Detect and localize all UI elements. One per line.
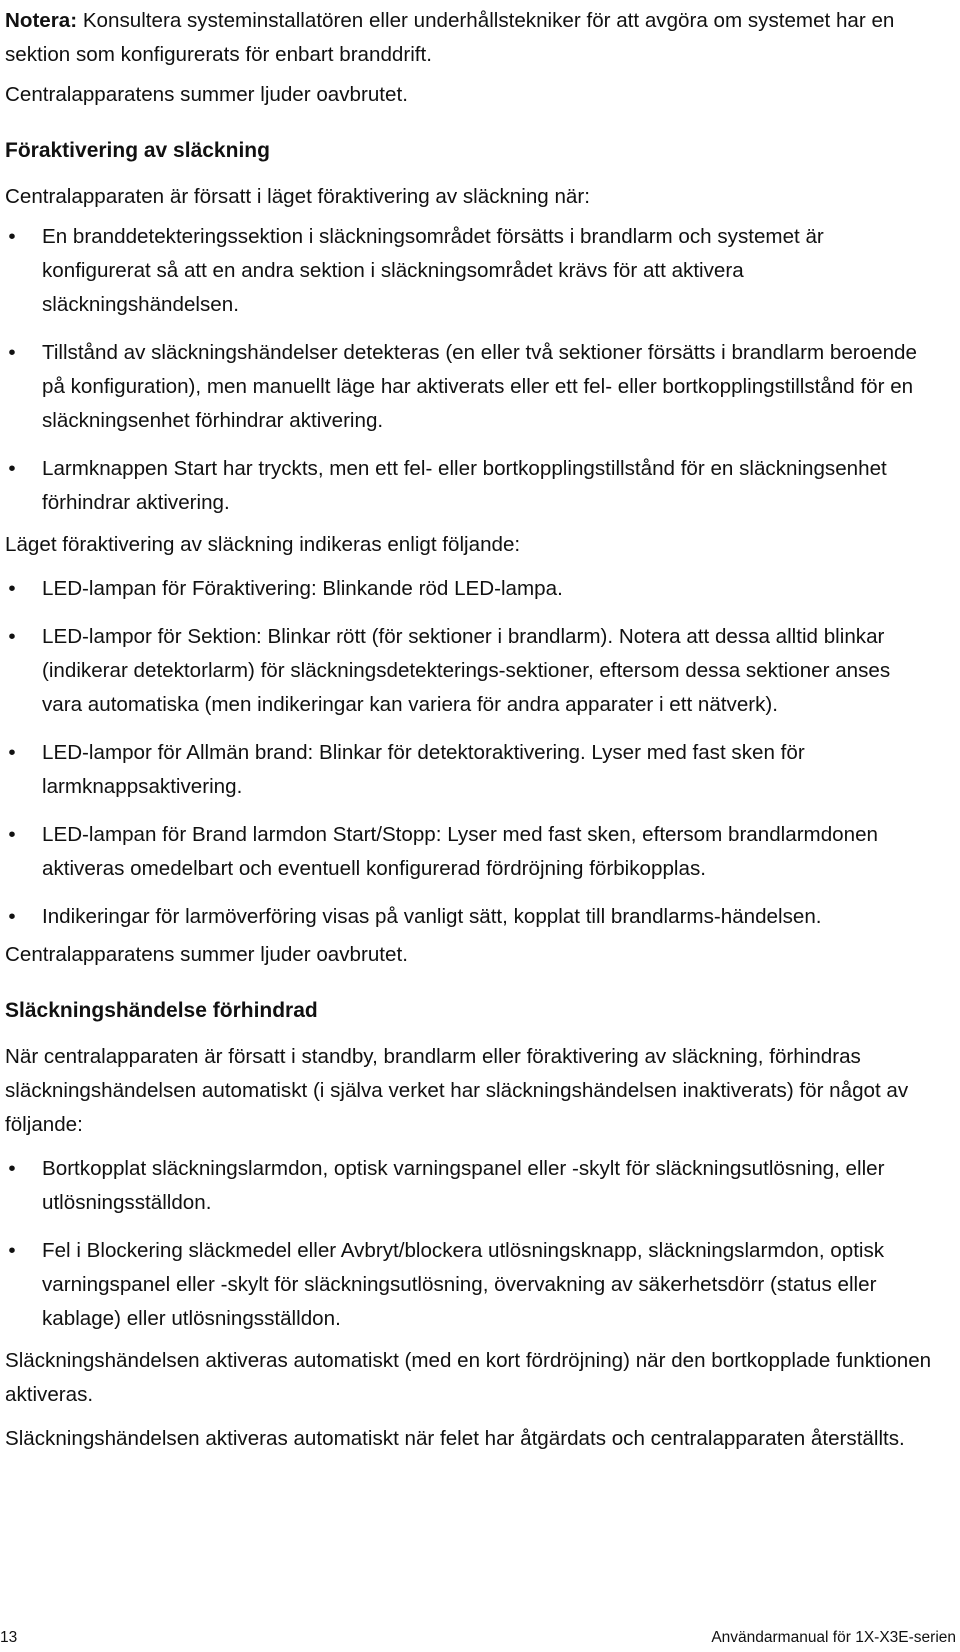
preactivation-intro: Centralapparaten är försatt i läget föraktivering av släckning när: bbox=[5, 185, 590, 208]
note-label: Notera: bbox=[5, 9, 78, 32]
bullet-glyph: • bbox=[8, 577, 16, 600]
list-item-text: LED-lampor för Sektion: Blinkar rött (för sektioner i brandlarm). Notera att dessa alltid blinkar (indikerar detektorlarm) för släckningsdetekterings-sektioner, eftersom dessa sektioner anses vara automatiska (men indikeringar kan variera för andra apparater i ett nätverk). bbox=[42, 625, 891, 716]
document-page bbox=[5, 0, 935, 1462]
list-item-text: En branddetekteringssektion i släckningsområdet försätts i brandlarm och systemet är konfigurerat så att en andra sektion i släckningsområdet krävs för att aktivera släckningshändelsen. bbox=[42, 225, 824, 316]
list-item-text: Tillstånd av släckningshändelser detekteras (en eller två sektioner försätts i brandlarm beroende på konfiguration), men manuellt läge har aktiverats eller ett fel- eller bortkopplingstillstånd för en släckningsenhet förhindrar aktivering. bbox=[42, 341, 917, 432]
bullet-glyph: • bbox=[8, 741, 16, 764]
preactivation-conditions-list bbox=[5, 220, 935, 520]
list-item bbox=[5, 818, 935, 886]
list-item bbox=[5, 1234, 935, 1336]
list-item-text: Fel i Blockering släckmedel eller Avbryt/blockera utlösningsknapp, släckningslarmdon, optisk varningspanel eller -skylt för släckningsutlösning, övervakning av säkerhetsdörr (status eller kablage) eller utlösningsställdon. bbox=[42, 1239, 885, 1330]
bullet-glyph: • bbox=[8, 1157, 16, 1180]
list-item bbox=[5, 900, 935, 934]
bullet-glyph: • bbox=[8, 225, 16, 248]
list-item bbox=[5, 620, 935, 722]
bullet-glyph: • bbox=[8, 905, 16, 928]
list-item-text: Indikeringar för larmöverföring visas på vanligt sätt, kopplat till brandlarms-händelsen. bbox=[42, 905, 822, 928]
prevented-intro: När centralapparaten är försatt i standby, brandlarm eller föraktivering av släckning, förhindras släckningshändelsen automatiskt (i själva verket har släckningshändelsen inaktiverats) för något av följande: bbox=[5, 1045, 909, 1136]
list-item bbox=[5, 336, 935, 438]
manual-title: Användarmanual för 1X-X3E-serien bbox=[711, 1629, 956, 1646]
section-heading-preactivation: Föraktivering av släckning bbox=[5, 139, 270, 162]
list-item bbox=[5, 220, 935, 322]
page-number: 13 bbox=[0, 1629, 18, 1646]
bullet-glyph: • bbox=[8, 823, 16, 846]
buzzer-paragraph-1: Centralapparatens summer ljuder oavbrutet. bbox=[5, 83, 408, 106]
list-item bbox=[5, 452, 935, 520]
list-item-text: LED-lampan för Brand larmdon Start/Stopp: Lyser med fast sken, eftersom brandlarmdonen aktiveras omedelbart och eventuell konfigurerad fördröjning förbikopplas. bbox=[42, 823, 878, 880]
indication-intro: Läget föraktivering av släckning indikeras enligt följande: bbox=[5, 533, 521, 556]
bullet-glyph: • bbox=[8, 1239, 16, 1262]
indication-list bbox=[5, 572, 935, 934]
bullet-glyph: • bbox=[8, 457, 16, 480]
note-text: Konsultera systeminstallatören eller underhållstekniker för att avgöra om systemet har en sektion som konfigurerats för enbart branddrift. bbox=[5, 9, 895, 66]
reactivation-paragraph-1: Släckningshändelsen aktiveras automatiskt (med en kort fördröjning) när den bortkopplade funktionen aktiveras. bbox=[5, 1349, 932, 1406]
list-item bbox=[5, 572, 935, 606]
bullet-glyph: • bbox=[8, 341, 16, 364]
reactivation-paragraph-2: Släckningshändelsen aktiveras automatiskt när felet har åtgärdats och centralapparaten återställts. bbox=[5, 1427, 905, 1450]
list-item-text: Bortkopplat släckningslarmdon, optisk varningspanel eller -skylt för släckningsutlösning, eller utlösningsställdon. bbox=[42, 1157, 885, 1214]
list-item-text: LED-lampan för Föraktivering: Blinkande röd LED-lampa. bbox=[42, 577, 563, 600]
prevented-conditions-list bbox=[5, 1152, 935, 1336]
list-item bbox=[5, 736, 935, 804]
list-item-text: Larmknappen Start har tryckts, men ett fel- eller bortkopplingstillstånd för en släckningsenhet förhindrar aktivering. bbox=[42, 457, 887, 514]
note-paragraph bbox=[5, 4, 935, 72]
buzzer-paragraph-2: Centralapparatens summer ljuder oavbrutet. bbox=[5, 943, 408, 966]
section-heading-prevented: Släckningshändelse förhindrad bbox=[5, 999, 318, 1022]
list-item bbox=[5, 1152, 935, 1220]
bullet-glyph: • bbox=[8, 625, 16, 648]
list-item-text: LED-lampor för Allmän brand: Blinkar för detektoraktivering. Lyser med fast sken för larmknappsaktivering. bbox=[42, 741, 805, 798]
